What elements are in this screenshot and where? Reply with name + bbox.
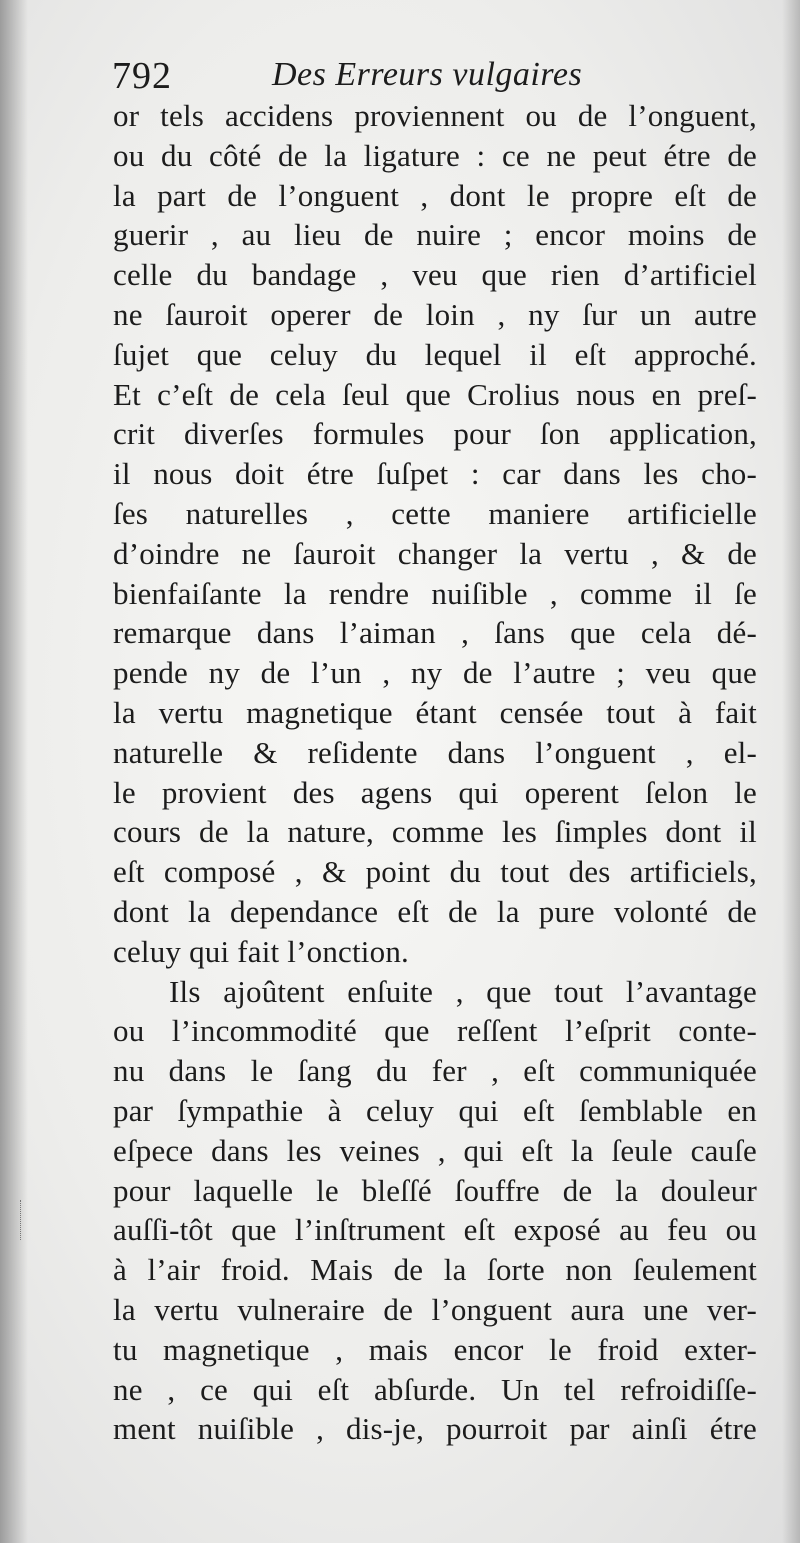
- text-line: guerir , au lieu de nuire ; encor moins de: [113, 217, 757, 253]
- text-line: ou l’incommodité que reſſent l’eſprit conte-: [113, 1013, 757, 1049]
- text-line: la vertu vulneraire de l’onguent aura une ver-: [113, 1291, 757, 1327]
- text-line: ſes naturelles , cette maniere artificielle: [113, 495, 757, 531]
- page-number: 792: [112, 55, 172, 97]
- page-header: [112, 50, 752, 100]
- text-line: remarque dans l’aiman , ſans que cela dé-: [113, 615, 757, 651]
- text-line: ne , ce qui eſt abſurde. Un tel refroidiſſe-: [113, 1371, 757, 1407]
- text-line: Et c’eſt de cela ſeul que Crolius nous en preſ-: [113, 376, 757, 412]
- page-edge-shadow: [782, 0, 800, 1543]
- text-line: ou du côté de la ligature : ce ne peut étre de: [113, 137, 757, 173]
- text-line: ment nuiſible , dis-je, pourroit par ainſi étre: [113, 1411, 757, 1447]
- text-line: dont la dependance eſt de la pure volonté de: [113, 893, 757, 929]
- text-line: la part de l’onguent , dont le propre eſt de: [113, 177, 757, 213]
- text-line: eſpece dans les veines , qui eſt la ſeule cauſe: [113, 1132, 757, 1168]
- text-line: celle du bandage , veu que rien d’artificiel: [113, 257, 757, 293]
- text-line: cours de la nature, comme les ſimples dont il: [113, 814, 757, 850]
- text-line: eſt composé , & point du tout des artificiels,: [113, 854, 757, 890]
- text-line: il nous doit étre ſuſpet : car dans les cho-: [113, 456, 757, 492]
- text-line: pende ny de l’un , ny de l’autre ; veu que: [113, 655, 757, 691]
- text-line: par ſympathie à celuy qui eſt ſemblable en: [113, 1092, 757, 1128]
- text-line: bienfaiſante la rendre nuiſible , comme il ſe: [113, 575, 757, 611]
- text-line: d’oindre ne ſauroit changer la vertu , & de: [113, 535, 757, 571]
- text-line: ſujet que celuy du lequel il eſt approché.: [113, 336, 757, 372]
- running-title: Des Erreurs vulgaires: [272, 56, 583, 93]
- text-line: or tels accidens proviennent ou de l’onguent,: [113, 98, 757, 133]
- text-line: auſſi-tôt que l’inſtrument eſt exposé au feu ou: [113, 1212, 757, 1248]
- text-line: tu magnetique , mais encor le froid exter-: [113, 1331, 757, 1367]
- text-line: ne ſauroit operer de loin , ny ſur un autre: [113, 296, 757, 332]
- text-line: la vertu magnetique étant censée tout à fait: [113, 694, 757, 730]
- text-line: Ils ajoûtent enſuite , que tout l’avantage: [169, 973, 757, 1009]
- body-text: [113, 96, 757, 1449]
- text-line: naturelle & reſidente dans l’onguent , el-: [113, 734, 757, 770]
- text-line: crit diverſes formules pour ſon application,: [113, 416, 757, 452]
- text-line: à l’air froid. Mais de la ſorte non ſeulement: [113, 1252, 757, 1288]
- text-line: pour laquelle le bleſſé ſouffre de la douleur: [113, 1172, 757, 1208]
- gutter-shadow: [0, 0, 28, 1543]
- text-line: nu dans le ſang du fer , eſt communiquée: [113, 1053, 757, 1089]
- margin-marks: [20, 1200, 25, 1240]
- text-line: celuy qui fait l’onction.: [113, 933, 409, 969]
- text-line: le provient des agens qui operent ſelon le: [113, 774, 757, 810]
